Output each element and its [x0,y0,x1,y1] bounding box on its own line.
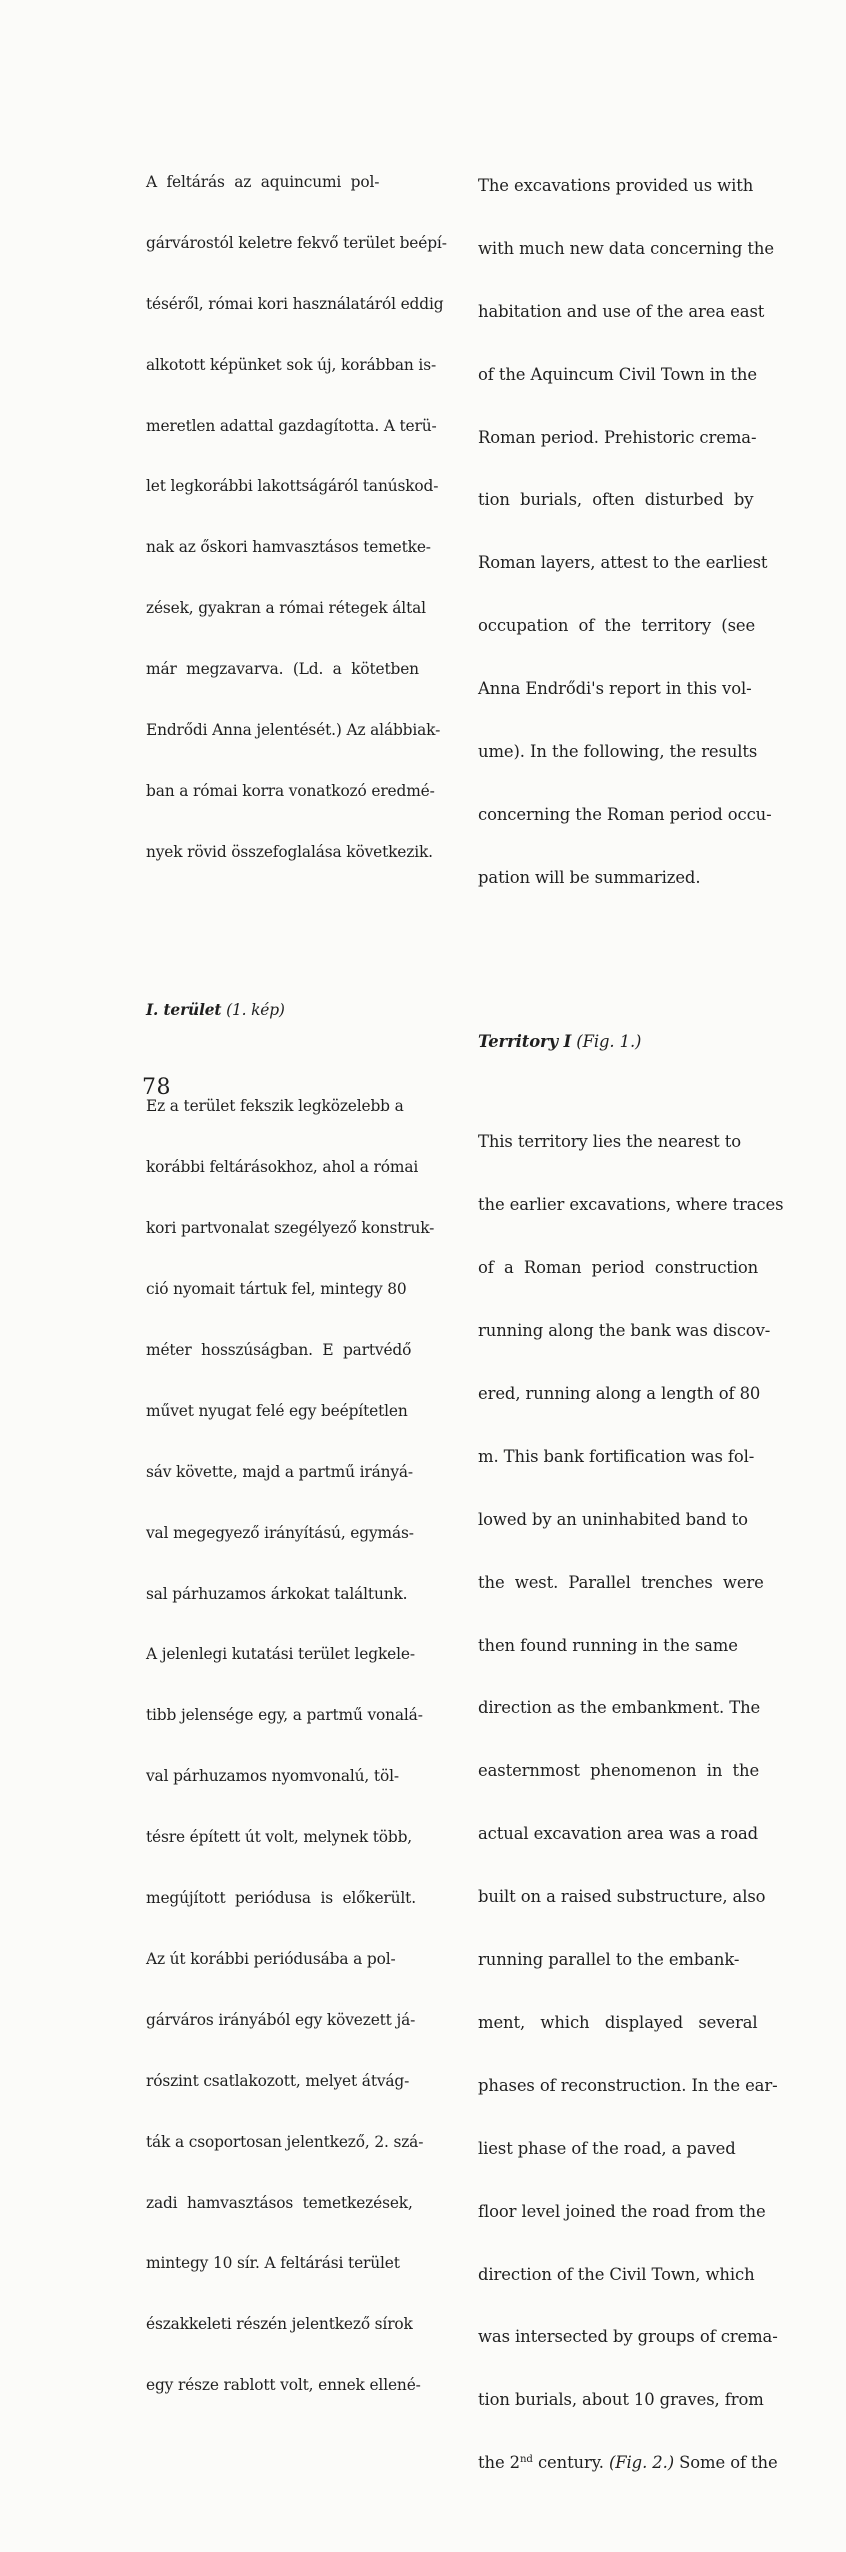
heading-title: Territory I [478,1031,572,1051]
text-line: ume). In the following, the results [478,742,758,762]
text-line: built on a raised substructure, also [478,1887,766,1907]
text-line: ment, which displayed several [478,2012,758,2032]
last-line-start: the 2 [478,2453,520,2473]
text-line: művet nyugat felé egy beépítetlen [146,1401,408,1420]
page-number: 78 [142,1075,171,1100]
text-line: actual excavation area was a road [478,1824,759,1844]
text-line: meretlen adattal gazdagította. A terü- [146,416,437,435]
text-line: tibb jelensége egy, a partmű vonalá- [146,1706,423,1725]
text-line: északkeleti részén jelentkező sírok [146,2315,413,2334]
hungarian-body-paragraph [146,1058,447,2434]
text-line: nyek rövid összefoglalása következik. [146,842,433,861]
text-line: gárvárostól keletre fekvő terület beépí- [146,233,447,252]
text-line: m. This bank fortification was fol- [478,1446,755,1466]
last-text-line [478,2451,783,2476]
text-line: floor level joined the road from the [478,2201,766,2221]
heading-figure-ref: (Fig. 1.) [571,1031,642,1051]
text-line: ció nyomait tártuk fel, mintegy 80 [146,1280,407,1299]
heading-title: I. terület [146,1000,222,1019]
text-line: Ez a terület fekszik legközelebb a [146,1097,404,1116]
text-line: rószint csatlakozott, melyet átvág- [146,2071,410,2090]
text-line: val párhuzamos nyomvonalú, töl- [146,1767,399,1786]
text-line: was intersected by groups of crema- [478,2327,778,2347]
text-line: A feltárás az aquincumi pol- [146,173,380,191]
text-line: running along the bank was discov- [478,1321,771,1341]
text-line: the earlier excavations, where traces [478,1195,784,1215]
text-line: of the Aquincum Civil Town in the [478,364,757,384]
hungarian-section-heading [146,998,447,1023]
text-line: direction as the embankment. The [478,1698,761,1718]
ordinal-superscript: nd [519,2454,533,2466]
text-line: with much new data concerning the [478,238,774,258]
text-line: alkotott képünket sok új, korábban is- [146,355,437,374]
text-line: of a Roman period construction [478,1258,759,1278]
text-line: tion burials, often disturbed by [478,490,754,510]
text-line: ered, running along a length of 80 [478,1384,761,1404]
text-line: kori partvonalat szegélyező konstruk- [146,1219,435,1238]
text-line: méter hosszúságban. E partvédő [146,1341,412,1360]
text-line: the west. Parallel trenches were [478,1572,764,1592]
text-line: pation will be summarized. [478,867,701,887]
hungarian-intro-paragraph [146,134,447,901]
figure-reference: (Fig. 2.) [608,2453,675,2473]
text-line: ták a csoportosan jelentkező, 2. szá- [146,2132,424,2151]
text-line: Az út korábbi periódusába a pol- [146,1949,396,1968]
text-line: liest phase of the road, a paved [478,2138,736,2158]
hungarian-column [146,98,447,2470]
text-line: téséről, római kori használatáról eddig [146,294,444,313]
english-section-heading [478,1030,783,1055]
text-line: A jelenlegi kutatási terület legkele- [146,1645,415,1664]
text-line: zadi hamvasztásos temetkezések, [146,2193,413,2212]
text-line: then found running in the same [478,1635,738,1655]
last-line-end: Some of the [674,2453,778,2473]
text-line: korábbi feltárásokhoz, ahol a római [146,1158,419,1177]
text-line: mintegy 10 sír. A feltárási terület [146,2254,400,2273]
heading-figure-ref: (1. kép) [221,1000,285,1019]
text-line: zések, gyakran a római rétegek által [146,599,426,618]
text-line: Endrődi Anna jelentését.) Az alábbiak- [146,721,441,740]
text-line: easternmost phenomenon in the [478,1761,760,1781]
text-line: gárváros irányából egy kövezett já- [146,2010,416,2029]
last-line-middle: century. [532,2453,609,2473]
text-line: let legkorábbi lakottságáról tanúskod- [146,477,439,496]
text-line: Anna Endrődi's report in this vol- [478,679,752,699]
paragraph-gap [146,937,447,962]
text-line: concerning the Roman period occu- [478,804,772,824]
text-line: nak az őskori hamvasztásos temetke- [146,538,431,557]
english-body-paragraph [478,1092,783,2514]
text-line: sáv követte, majd a partmű irányá- [146,1462,413,1481]
text-line: megújított periódusa is előkerült. [146,1889,416,1908]
paragraph-gap [478,967,783,992]
english-intro-paragraph [478,136,783,929]
text-line: running parallel to the embank- [478,1950,740,1970]
text-line: habitation and use of the area east [478,301,765,321]
text-line: phases of reconstruction. In the ear- [478,2075,778,2095]
text-line: már megzavarva. (Ld. a kötetben [146,660,419,679]
text-line: ban a római korra vonatkozó eredmé- [146,781,435,800]
text-line: sal párhuzamos árkokat találtunk. [146,1584,408,1603]
text-line: occupation of the territory (see [478,616,756,636]
text-line: Roman period. Prehistoric crema- [478,427,757,447]
text-line: val megegyező irányítású, egymás- [146,1523,414,1542]
text-line: The excavations provided us with [478,176,754,195]
text-line: Roman layers, attest to the earliest [478,553,768,573]
text-line: egy része rablott volt, ennek ellené- [146,2376,421,2395]
text-line: direction of the Civil Town, which [478,2264,755,2284]
text-line: This territory lies the nearest to [478,1132,741,1152]
text-line: lowed by an uninhabited band to [478,1509,748,1529]
english-column [478,98,783,2552]
text-line: tésre épített út volt, melynek több, [146,1828,413,1847]
text-line: tion burials, about 10 graves, from [478,2390,764,2410]
